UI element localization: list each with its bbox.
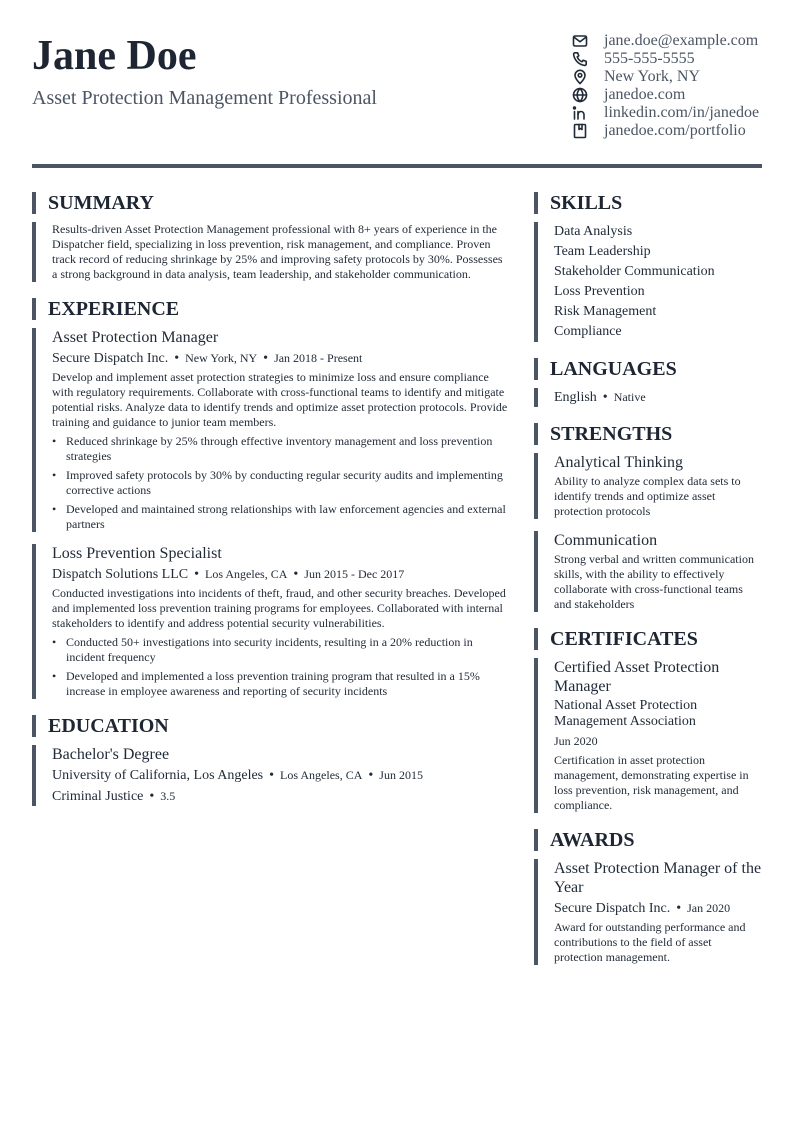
job-location: Los Angeles, CA xyxy=(205,567,288,581)
award-date: Jan 2020 xyxy=(687,901,731,915)
resume-header xyxy=(32,0,762,168)
experience-entry xyxy=(32,328,508,532)
job-company: Dispatch Solutions LLC xyxy=(52,567,189,582)
certificate-title: Certified Asset Protection Manager xyxy=(554,659,720,695)
contact-website[interactable] xyxy=(572,86,762,104)
contact-email-text: jane.doe@example.com xyxy=(604,32,759,49)
experience-heading: EXPERIENCE xyxy=(32,298,508,320)
strength-entry xyxy=(534,453,762,519)
list-item: • Improved safety protocols by 30% by conducting regular security audits and implementing corrective actions xyxy=(52,468,508,498)
list-item: Team Leadership xyxy=(554,244,651,259)
field-meta: Criminal Justice • 3.5 xyxy=(52,789,176,804)
language-entry: English • Native xyxy=(554,390,646,405)
graduation-date: Jun 2015 xyxy=(379,768,423,782)
phone-icon xyxy=(572,51,588,67)
award-entry xyxy=(534,859,762,965)
language-name: English xyxy=(554,390,597,405)
strength-entry xyxy=(534,531,762,612)
contact-location xyxy=(572,68,762,86)
candidate-name: Jane Doe xyxy=(32,33,197,79)
experience-entry xyxy=(32,544,508,699)
award-meta: Secure Dispatch Inc. • Jan 2020 xyxy=(554,901,731,916)
contact-phone-text: 555-555-5555 xyxy=(604,50,695,67)
languages-heading: LANGUAGES xyxy=(534,358,762,380)
summary-text: Results-driven Asset Protection Management professional with 8+ years of experience in the Dispatcher field, specializing in loss prevention, risk management, and compliance. Proven track record of reducing shrinkage by 25% and improving safety protocols by 30%. Possesses a strong background in data analysis, team leadership, and stakeholder communication. xyxy=(52,222,503,281)
list-item: • Conducted 50+ investigations into security incidents, resulting in a 20% reduction in incident frequency xyxy=(52,635,508,665)
list-item: • Developed and maintained strong relationships with law enforcement agencies and external partners xyxy=(52,502,508,532)
list-item: • Reduced shrinkage by 25% through effective inventory management and loss prevention strategies xyxy=(52,434,508,464)
degree: Bachelor's Degree xyxy=(52,746,170,763)
job-description: Develop and implement asset protection strategies to minimize loss and ensure compliance with regulatory requirements. Collaborate with cross-functional teams to identify and mitigate potential risks. Analyze data to identify trends and optimize asset protection protocols. Provide training and guidance to junior team members. xyxy=(52,370,508,429)
languages-block xyxy=(534,388,762,407)
job-dates: Jan 2018 - Present xyxy=(274,351,363,365)
strength-text: Ability to analyze complex data sets to identify trends and optimize asset protection protocols xyxy=(554,474,741,518)
education-block xyxy=(32,745,508,806)
certificate-entry xyxy=(534,658,762,813)
contact-portfolio-text: janedoe.com/portfolio xyxy=(604,122,746,139)
location-pin-icon xyxy=(572,69,588,85)
strength-title: Analytical Thinking xyxy=(554,454,684,471)
school-meta: University of California, Los Angeles • Los Angeles, CA • Jun 2015 xyxy=(52,768,423,783)
summary-heading: SUMMARY xyxy=(32,192,508,214)
list-item: Stakeholder Communication xyxy=(554,264,715,279)
header-divider xyxy=(32,164,762,168)
list-item: • Developed and implemented a loss prevention training program that resulted in a 15% increase in employee awareness and reporting of security incidents xyxy=(52,669,508,699)
job-location: New York, NY xyxy=(185,351,258,365)
strengths-heading: STRENGTHS xyxy=(534,423,762,445)
job-dates: Jun 2015 - Dec 2017 xyxy=(304,567,405,581)
strength-title: Communication xyxy=(554,532,658,549)
award-text: Award for outstanding performance and contributions to the field of asset protection management. xyxy=(554,920,746,964)
job-description: Conducted investigations into incidents of theft, fraud, and other security breaches. Developed and implemented loss prevention training programs for employees. Collaborated with internal stakeholders to identify and address potential security vulnerabilities. xyxy=(52,586,506,630)
job-role: Loss Prevention Specialist xyxy=(52,545,222,562)
skills-heading: SKILLS xyxy=(534,192,762,214)
job-role: Asset Protection Manager xyxy=(52,329,219,346)
portfolio-icon xyxy=(572,123,588,139)
candidate-title: Asset Protection Management Professional xyxy=(32,87,377,109)
strength-text: Strong verbal and written communication skills, with the ability to effectively collaborate with cross-functional teams and stakeholders xyxy=(554,552,754,611)
contact-portfolio[interactable] xyxy=(572,122,762,140)
certificate-text: Certification in asset protection management, demonstrating expertise in loss prevention, risk management, and compliance. xyxy=(554,753,749,812)
certificates-heading: CERTIFICATES xyxy=(534,628,762,650)
job-achievements xyxy=(52,635,508,699)
envelope-icon xyxy=(572,33,588,49)
gpa: 3.5 xyxy=(160,789,176,803)
job-achievements xyxy=(52,434,508,532)
contact-website-text: janedoe.com xyxy=(604,86,686,103)
school-location: Los Angeles, CA xyxy=(280,768,363,782)
awards-heading: AWARDS xyxy=(534,829,762,851)
language-level: Native xyxy=(613,390,646,404)
job-meta: Secure Dispatch Inc. • New York, NY • Jan 2018 - Present xyxy=(52,351,363,366)
list-item: Data Analysis xyxy=(554,224,633,239)
education-heading: EDUCATION xyxy=(32,715,508,737)
resume-page xyxy=(32,0,762,964)
list-item: Risk Management xyxy=(554,304,657,319)
contact-location-text: New York, NY xyxy=(604,68,701,85)
job-meta: Dispatch Solutions LLC • Los Angeles, CA • Jun 2015 - Dec 2017 xyxy=(52,567,405,582)
right-column xyxy=(534,192,762,981)
contact-list xyxy=(572,32,762,140)
skills-block xyxy=(534,222,762,342)
summary-block xyxy=(32,222,508,282)
certificate-issuer: National Asset Protection Management Association xyxy=(554,698,698,729)
award-issuer: Secure Dispatch Inc. xyxy=(554,901,671,916)
award-title: Asset Protection Manager of the Year xyxy=(554,860,762,896)
contact-linkedin-text: linkedin.com/in/janedoe xyxy=(604,104,760,121)
left-column xyxy=(32,192,508,822)
school-name: University of California, Los Angeles xyxy=(52,768,264,783)
contact-linkedin[interactable] xyxy=(572,104,762,122)
globe-icon xyxy=(572,87,588,103)
linkedin-icon xyxy=(572,105,588,121)
job-company: Secure Dispatch Inc. xyxy=(52,351,169,366)
contact-email[interactable] xyxy=(572,32,762,50)
certificate-date: Jun 2020 xyxy=(554,734,598,748)
field-of-study: Criminal Justice xyxy=(52,789,144,804)
contact-phone[interactable] xyxy=(572,50,762,68)
list-item: Compliance xyxy=(554,324,622,339)
list-item: Loss Prevention xyxy=(554,284,645,299)
